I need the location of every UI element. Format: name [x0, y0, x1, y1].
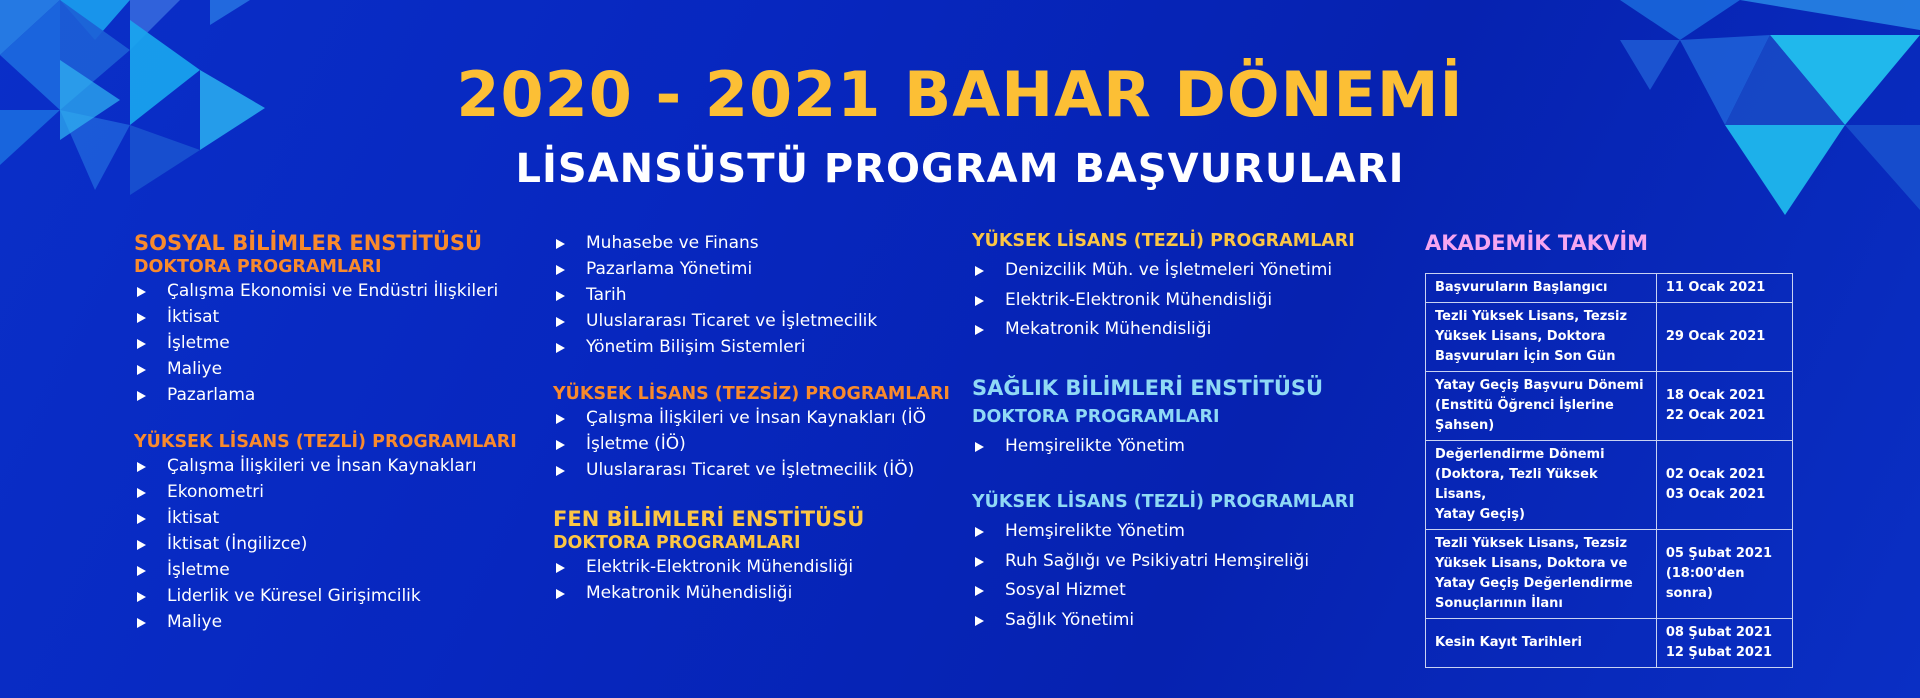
bullet-triangle-icon — [137, 592, 146, 602]
bullet-triangle-icon — [137, 313, 146, 323]
calendar-title: AKADEMİK TAKVİM — [1425, 231, 1649, 255]
program-list — [134, 453, 534, 635]
bullet-triangle-icon — [975, 442, 984, 452]
bullet-triangle-icon — [556, 291, 565, 301]
bullet-triangle-icon — [975, 557, 984, 567]
list-item: Tarih — [553, 282, 953, 308]
list-item: Elektrik-Elektronik Mühendisliği — [553, 554, 953, 580]
program-type-heading: DOKTORA PROGRAMLARI — [134, 257, 382, 277]
list-item: İktisat (İngilizce) — [134, 531, 534, 557]
calendar-event-line: Sonuçlarının İlanı — [1435, 596, 1563, 611]
list-item: Maliye — [134, 356, 534, 382]
bullet-triangle-icon — [556, 414, 565, 424]
bullet-triangle-icon — [556, 343, 565, 353]
program-list — [134, 278, 534, 408]
calendar-event-line: (Doktora, Tezli Yüksek Lisans, — [1435, 467, 1598, 502]
program-type-heading: YÜKSEK LİSANS (TEZSİZ) PROGRAMLARI — [553, 384, 950, 404]
calendar-event-cell — [1426, 372, 1657, 441]
calendar-date-line: 11 Ocak 2021 — [1665, 280, 1766, 295]
calendar-event-line: Yüksek Lisans, Doktora — [1435, 329, 1606, 344]
page-subtitle: LİSANSÜSTÜ PROGRAM BAŞVURULARI — [515, 146, 1405, 192]
program-list — [972, 256, 1372, 345]
program-list — [553, 230, 953, 360]
list-item: Pazarlama — [134, 382, 534, 408]
calendar-date-line: 22 Ocak 2021 — [1665, 408, 1766, 423]
bullet-triangle-icon — [137, 391, 146, 401]
table-row — [1426, 619, 1793, 668]
table-row — [1426, 303, 1793, 372]
program-type-heading: YÜKSEK LİSANS (TEZLİ) PROGRAMLARI — [972, 231, 1355, 251]
column-sosyal — [134, 230, 534, 635]
calendar-date-line: 05 Şubat 2021 — [1665, 546, 1773, 561]
bullet-triangle-icon — [137, 540, 146, 550]
list-item: Hemşirelikte Yönetim — [972, 517, 1372, 547]
calendar-date-cell — [1656, 619, 1792, 668]
column-sosyal-continued — [553, 230, 953, 606]
program-list — [553, 554, 953, 606]
calendar-date-line: 18 Ocak 2021 — [1665, 388, 1766, 403]
bullet-triangle-icon — [137, 339, 146, 349]
calendar-event-line: Tezli Yüksek Lisans, Tezsiz — [1435, 309, 1628, 324]
list-item: Çalışma İlişkileri ve İnsan Kaynakları (İÖ — [553, 405, 953, 431]
academic-calendar — [1425, 230, 1805, 668]
list-item: Çalışma Ekonomisi ve Endüstri İlişkileri — [134, 278, 534, 304]
list-item: Elektrik-Elektronik Mühendisliği — [972, 286, 1372, 316]
list-item: Maliye — [134, 609, 534, 635]
list-item: Uluslararası Ticaret ve İşletmecilik — [553, 308, 953, 334]
calendar-date-cell — [1656, 372, 1792, 441]
list-item: Mekatronik Mühendisliği — [972, 315, 1372, 345]
list-item: Ruh Sağlığı ve Psikiyatri Hemşireliği — [972, 547, 1372, 577]
page-title: 2020 - 2021 BAHAR DÖNEMİ — [456, 58, 1464, 131]
list-item: İktisat — [134, 505, 534, 531]
calendar-event-cell — [1426, 303, 1657, 372]
calendar-date-cell — [1656, 441, 1792, 530]
bullet-triangle-icon — [137, 365, 146, 375]
calendar-event-cell — [1426, 530, 1657, 619]
table-row — [1426, 530, 1793, 619]
calendar-event-line: Başvuruların Başlangıcı — [1435, 280, 1608, 295]
calendar-event-cell — [1426, 274, 1657, 303]
bullet-triangle-icon — [137, 618, 146, 628]
list-item: Denizcilik Müh. ve İşletmeleri Yönetimi — [972, 256, 1372, 286]
list-item: Sosyal Hizmet — [972, 576, 1372, 606]
calendar-event-line: Kesin Kayıt Tarihleri — [1435, 635, 1582, 650]
bullet-triangle-icon — [975, 616, 984, 626]
list-item: Ekonometri — [134, 479, 534, 505]
calendar-event-line: (Enstitü Öğrenci İşlerine Şahsen) — [1435, 398, 1614, 433]
list-item: İktisat — [134, 304, 534, 330]
calendar-event-line: Yatay Geçiş Başvuru Dönemi — [1435, 378, 1644, 393]
bullet-triangle-icon — [975, 527, 984, 537]
bullet-triangle-icon — [556, 589, 565, 599]
calendar-event-line: Başvuruları İçin Son Gün — [1435, 349, 1616, 364]
table-row — [1426, 274, 1793, 303]
calendar-date-cell — [1656, 530, 1792, 619]
calendar-date-line: 03 Ocak 2021 — [1665, 487, 1766, 502]
table-row — [1426, 372, 1793, 441]
bullet-triangle-icon — [975, 266, 984, 276]
bullet-triangle-icon — [556, 563, 565, 573]
calendar-event-line: Tezli Yüksek Lisans, Tezsiz — [1435, 536, 1628, 551]
program-type-heading: DOKTORA PROGRAMLARI — [972, 406, 1220, 427]
calendar-date-line: (18:00'den sonra) — [1665, 566, 1745, 601]
list-item: Çalışma İlişkileri ve İnsan Kaynakları — [134, 453, 534, 479]
bullet-triangle-icon — [556, 239, 565, 249]
calendar-event-line: Değerlendirme Dönemi — [1435, 447, 1605, 462]
list-item: İşletme (İÖ) — [553, 431, 953, 457]
program-type-heading: YÜKSEK LİSANS (TEZLİ) PROGRAMLARI — [972, 492, 1355, 512]
bullet-triangle-icon — [137, 514, 146, 524]
bullet-triangle-icon — [975, 586, 984, 596]
table-row — [1426, 441, 1793, 530]
program-type-heading: DOKTORA PROGRAMLARI — [553, 533, 801, 553]
bullet-triangle-icon — [556, 265, 565, 275]
calendar-event-line: Yüksek Lisans, Doktora ve — [1435, 556, 1628, 571]
list-item: Uluslararası Ticaret ve İşletmecilik (İÖ) — [553, 457, 953, 483]
list-item: Mekatronik Mühendisliği — [553, 580, 953, 606]
calendar-date-cell — [1656, 303, 1792, 372]
bullet-triangle-icon — [556, 317, 565, 327]
calendar-event-cell — [1426, 619, 1657, 668]
calendar-date-cell — [1656, 274, 1792, 303]
bullet-triangle-icon — [975, 325, 984, 335]
calendar-date-line: 12 Şubat 2021 — [1665, 645, 1773, 660]
bullet-triangle-icon — [137, 566, 146, 576]
list-item: İşletme — [134, 330, 534, 356]
institute-heading-saglik: SAĞLIK BİLİMLERİ ENSTİTÜSÜ — [972, 375, 1324, 400]
list-item: Hemşirelikte Yönetim — [972, 432, 1372, 462]
program-list — [553, 405, 953, 483]
calendar-event-cell — [1426, 441, 1657, 530]
bullet-triangle-icon — [975, 296, 984, 306]
list-item: İşletme — [134, 557, 534, 583]
calendar-event-line: Yatay Geçiş) — [1435, 507, 1525, 522]
bullet-triangle-icon — [556, 440, 565, 450]
calendar-date-line: 29 Ocak 2021 — [1665, 329, 1766, 344]
bullet-triangle-icon — [137, 488, 146, 498]
bullet-triangle-icon — [556, 466, 565, 476]
program-type-heading: YÜKSEK LİSANS (TEZLİ) PROGRAMLARI — [134, 432, 517, 452]
list-item: Pazarlama Yönetimi — [553, 256, 953, 282]
institute-heading-sosyal: SOSYAL BİLİMLER ENSTİTÜSÜ — [134, 231, 483, 255]
list-item: Muhasebe ve Finans — [553, 230, 953, 256]
program-list — [972, 517, 1372, 635]
column-fen-saglik — [972, 230, 1372, 635]
bullet-triangle-icon — [137, 287, 146, 297]
calendar-date-line: 08 Şubat 2021 — [1665, 625, 1773, 640]
list-item: Yönetim Bilişim Sistemleri — [553, 334, 953, 360]
list-item: Sağlık Yönetimi — [972, 606, 1372, 636]
calendar-date-line: 02 Ocak 2021 — [1665, 467, 1766, 482]
list-item: Liderlik ve Küresel Girişimcilik — [134, 583, 534, 609]
institute-heading-fen: FEN BİLİMLERİ ENSTİTÜSÜ — [553, 507, 865, 531]
program-list — [972, 432, 1372, 462]
calendar-table — [1425, 273, 1793, 668]
calendar-event-line: Yatay Geçiş Değerlendirme — [1435, 576, 1633, 591]
bullet-triangle-icon — [137, 462, 146, 472]
